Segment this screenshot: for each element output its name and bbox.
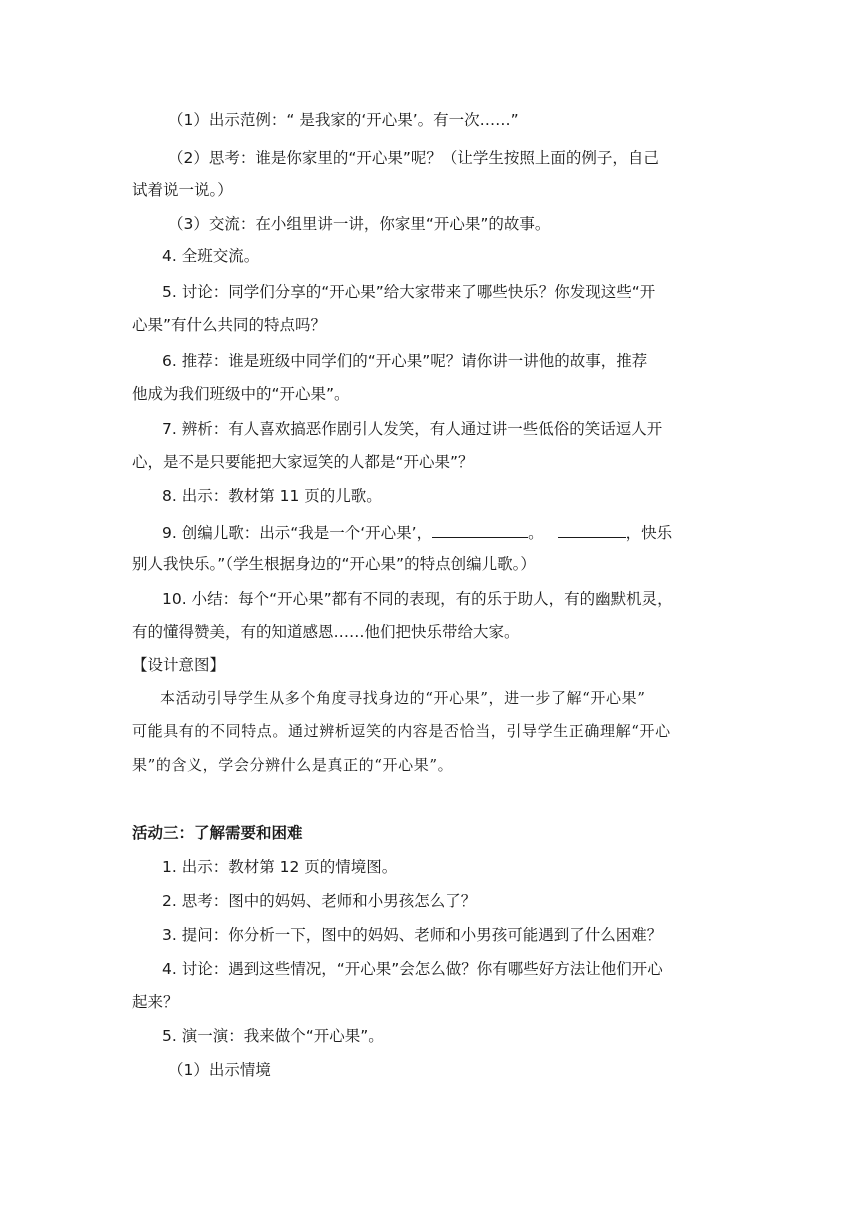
item-6-cont: 他成为我们班级中的“开心果”。 [132, 385, 350, 403]
item-10-cont: 有的懂得赞美，有的知道感恩……他们把快乐带给大家。 [132, 623, 520, 641]
activity-3-item-5: 5. 演一演：我来做个“开心果”。 [162, 1027, 384, 1045]
item-8: 8. 出示：教材第 11 页的儿歌。 [162, 487, 382, 505]
item-9-end: ，快乐 [625, 524, 673, 542]
item-7: 7. 辨析：有人喜欢搞恶作剧引人发笑，有人通过讲一些低俗的笑话逗人开 [162, 420, 663, 438]
item-5: 5. 讨论：同学们分享的“开心果”给大家带来了哪些快乐？你发现这些“开 [162, 283, 656, 301]
activity-3-item-1: 1. 出示：教材第 12 页的情境图。 [162, 858, 398, 876]
activity-3-item-3: 3. 提问：你分析一下，图中的妈妈、老师和小男孩可能遇到了什么困难？ [162, 926, 663, 944]
design-intent-line-1: 本活动引导学生从多个角度寻找身边的“开心果”，进一步了解“开心果” [160, 689, 646, 707]
design-intent-line-2: 可能具有的不同特点。通过辨析逗笑的内容是否恰当，引导学生正确理解“开心 [132, 722, 671, 740]
design-intent-heading: 【设计意图】 [132, 656, 226, 674]
item-6: 6. 推荐：谁是班级中同学们的“开心果”呢？请你讲一讲他的故事，推荐 [162, 352, 648, 370]
activity-3-sub-1: （1）出示情境 [168, 1061, 271, 1079]
fill-in-blank-2 [558, 521, 626, 538]
paragraph-think-cont: 试着说一说。） [132, 181, 233, 199]
activity-3-item-2: 2. 思考：图中的妈妈、老师和小男孩怎么了？ [162, 892, 477, 910]
design-intent-line-3: 果”的含义，学会分辨什么是真正的“开心果”。 [132, 756, 454, 774]
activity-3-item-4: 4. 讨论：遇到这些情况，“开心果”会怎么做？你有哪些好方法让他们开心 [162, 960, 663, 978]
activity-3-item-4-cont: 起来？ [132, 993, 179, 1011]
item-10: 10. 小结：每个“开心果”都有不同的表现，有的乐于助人，有的幽默机灵， [162, 590, 673, 608]
item-9-period: 。 [528, 524, 544, 542]
paragraph-think: （2）思考：谁是你家里的“开心果”呢？（让学生按照上面的例子，自己 [168, 149, 659, 167]
fill-in-blank-1 [432, 521, 528, 538]
item-7-cont: 心，是不是只要能把大家逗笑的人都是“开心果”？ [132, 453, 474, 471]
item-5-cont: 心果”有什么共同的特点吗？ [132, 316, 327, 334]
item-4: 4. 全班交流。 [162, 247, 260, 265]
activity-3-heading: 活动三：了解需要和困难 [132, 824, 303, 842]
paragraph-exchange: （3）交流：在小组里讲一讲，你家里“开心果”的故事。 [168, 215, 551, 233]
paragraph-example: （1）出示范例：“ 是我家的‘开心果’。有一次……” [168, 111, 519, 129]
item-9-text: 9. 创编儿歌：出示“我是一个‘开心果’， [162, 524, 433, 542]
item-9 [162, 521, 762, 543]
item-9-cont: 别人我快乐。”（学生根据身边的“开心果”的特点创编儿歌。） [132, 555, 536, 573]
